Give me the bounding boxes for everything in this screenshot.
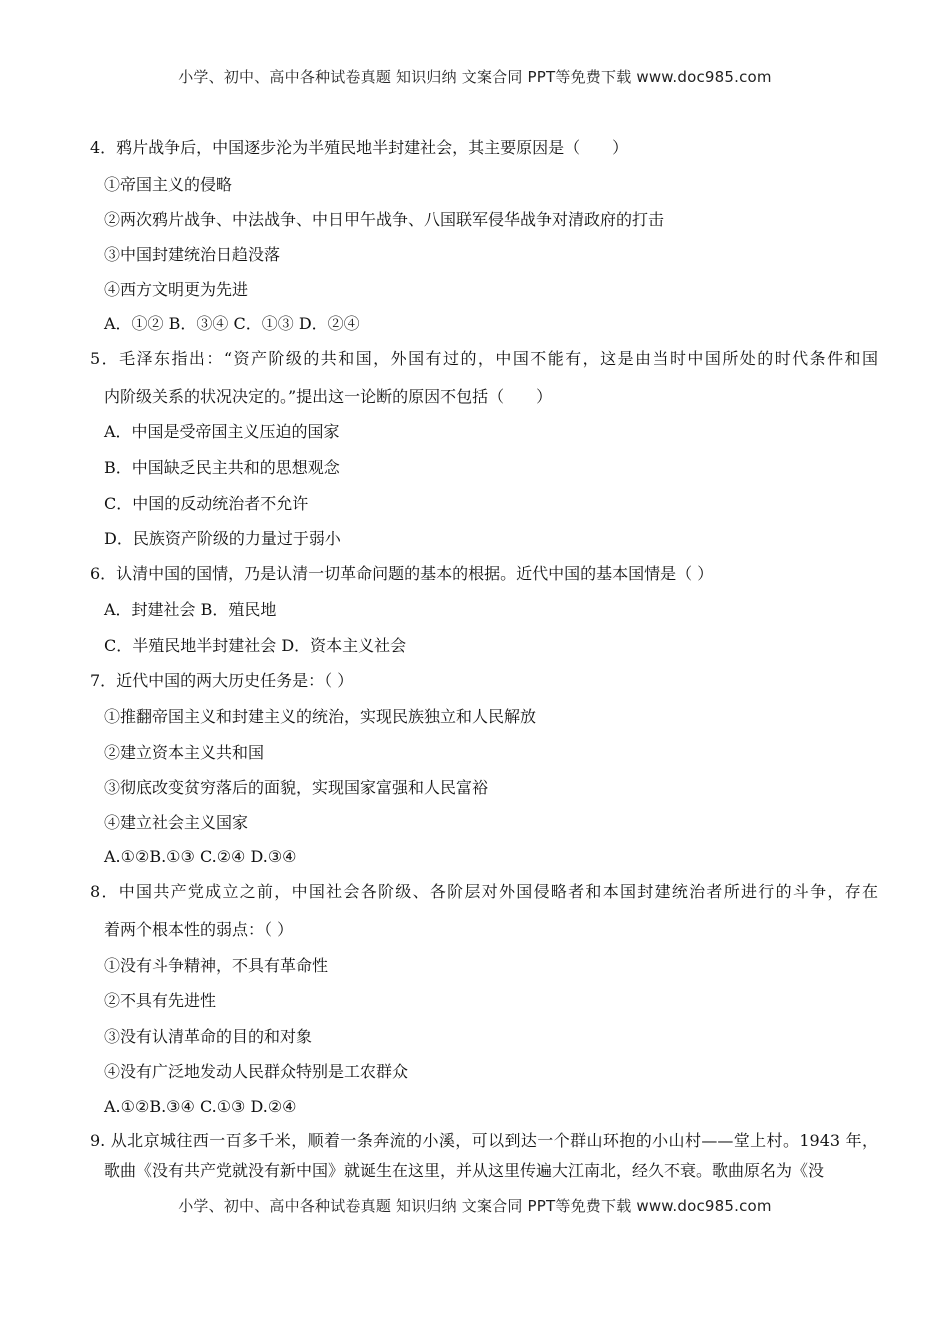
q8-options: A.①②B.③④ C.①③ D.②④ (104, 1097, 297, 1116)
q4-item-1: ①帝国主义的侵略 (104, 175, 233, 194)
q6-stem: 6．认清中国的国情，乃是认清一切革命问题的基本的根据。近代中国的基本国情是（ ） (90, 564, 714, 583)
q7-options: A.①②B.①③ C.②④ D.③④ (104, 847, 297, 866)
q5-stem-line1: 5．毛泽东指出：“资产阶级的共和国，外国有过的，中国不能有，这是由当时中国所处的时代条件和国 (90, 349, 878, 368)
q4-item-2: ②两次鸦片战争、中法战争、中日甲午战争、八国联军侵华战争对清政府的打击 (104, 210, 665, 229)
q4-item-4: ④西方文明更为先进 (104, 280, 249, 299)
q5-option-a: A．中国是受帝国主义压迫的国家 (104, 422, 340, 441)
q7-stem: 7．近代中国的两大历史任务是：（ ） (90, 671, 354, 690)
q7-item-3: ③彻底改变贫穷落后的面貌，实现国家富强和人民富裕 (104, 778, 489, 797)
q8-item-3: ③没有认清革命的目的和对象 (104, 1027, 313, 1046)
q8-stem-line2: 着两个根本性的弱点：（ ） (104, 920, 294, 939)
q8-item-4: ④没有广泛地发动人民群众特别是工农群众 (104, 1062, 409, 1081)
q7-item-4: ④建立社会主义国家 (104, 813, 249, 832)
q4-item-3: ③中国封建统治日趋没落 (104, 245, 281, 264)
q8-item-1: ①没有斗争精神，不具有革命性 (104, 956, 329, 975)
page-header-watermark: 小学、初中、高中各种试卷真题 知识归纳 文案合同 PPT等免费下载 www.doc985.com (178, 68, 772, 86)
q5-option-b: B．中国缺乏民主共和的思想观念 (104, 458, 340, 477)
q7-item-2: ②建立资本主义共和国 (104, 743, 265, 762)
q5-stem-line2: 内阶级关系的状况决定的。”提出这一论断的原因不包括（ ） (104, 387, 553, 406)
q4-stem: 4．鸦片战争后，中国逐步沦为半殖民地半封建社会，其主要原因是（ ） (90, 138, 629, 157)
q6-options-row2: C．半殖民地半封建社会 D．资本主义社会 (104, 636, 407, 655)
q7-item-1: ①推翻帝国主义和封建主义的统治，实现民族独立和人民解放 (104, 707, 537, 726)
q9-line1: 9. 从北京城往西一百多千米，顺着一条奔流的小溪，可以到达一个群山环抱的小山村——堂上村。1943 年， (90, 1131, 878, 1150)
page-footer-watermark: 小学、初中、高中各种试卷真题 知识归纳 文案合同 PPT等免费下载 www.doc985.com (178, 1197, 772, 1215)
q5-option-d: D．民族资产阶级的力量过于弱小 (104, 529, 341, 548)
q5-option-c: C．中国的反动统治者不允许 (104, 494, 309, 513)
q4-options: A．①② B．③④ C．①③ D．②④ (104, 314, 360, 333)
q8-item-2: ②不具有先进性 (104, 991, 217, 1010)
q9-line2: 歌曲《没有共产党就没有新中国》就诞生在这里，并从这里传遍大江南北，经久不衰。歌曲原名为《没 (104, 1161, 825, 1180)
q8-stem-line1: 8．中国共产党成立之前，中国社会各阶级、各阶层对外国侵略者和本国封建统治者所进行的斗争，存在 (90, 882, 878, 901)
q6-options-row1: A．封建社会 B．殖民地 (104, 600, 277, 619)
